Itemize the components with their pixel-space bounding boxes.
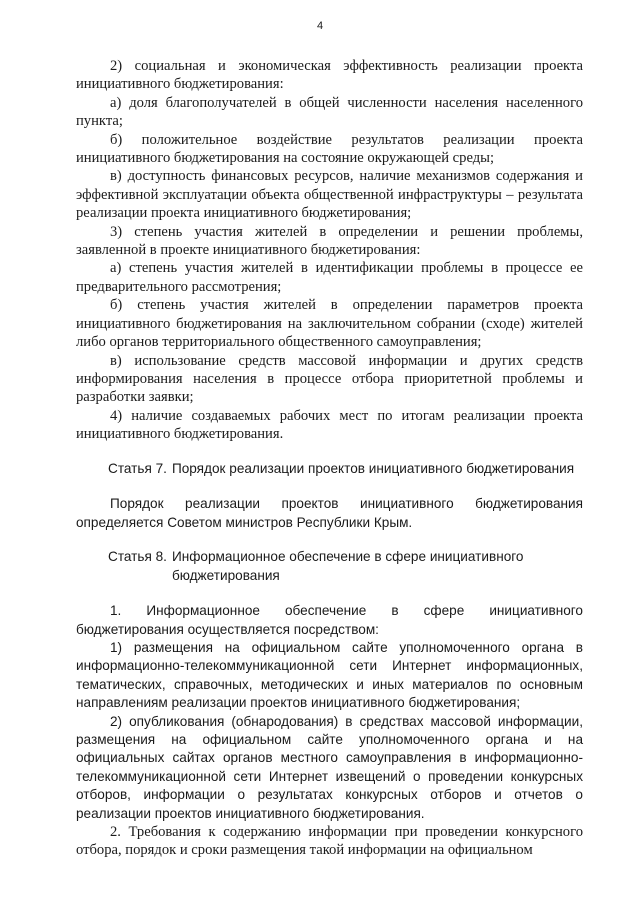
article-8-title: Информационное обеспечение в сфере инициативного бюджетирования — [171, 548, 524, 583]
paragraph: а) доля благополучателей в общей численности населения населенного пункта; — [76, 94, 583, 130]
paragraph: 1. Информационное обеспечение в сфере инициативного бюджетирования осуществляется посредством: — [76, 603, 583, 637]
article-8-body — [76, 602, 583, 860]
paragraph: Порядок реализации проектов инициативного бюджетирования определяется Советом министров Республики Крым. — [76, 496, 583, 530]
article-8-label: Статья 8. — [108, 548, 167, 564]
page-number: 4 — [316, 20, 324, 32]
article-7-label: Статья 7. — [108, 460, 167, 476]
paragraph: 2. Требования к содержанию информации при проведении конкурсного отбора, порядок и сроки размещения такой информации на официальном — [76, 824, 583, 859]
paragraph: 2) социальная и экономическая эффективность реализации проекта инициативного бюджетирования: — [76, 58, 583, 93]
paragraph: б) степень участия жителей в определении параметров проекта инициативного бюджетирования на заключительном собрании (сходе) жителей либо органов территориального общественного самоуправления; — [76, 297, 583, 351]
criteria-list — [76, 57, 583, 444]
paragraph: б) положительное воздействие результатов реализации проекта инициативного бюджетирования на состояние окружающей среды; — [76, 131, 583, 167]
paragraph: 3) степень участия жителей в определении и решении проблемы, заявленной в проекте инициативного бюджетирования: — [76, 223, 583, 259]
paragraph: а) степень участия жителей в идентификации проблемы в процессе ее предварительного рассмотрения; — [76, 260, 583, 295]
article-7-title: Порядок реализации проектов инициативного бюджетирования — [171, 460, 575, 476]
article-7-heading — [108, 460, 583, 479]
paragraph: в) использование средств массовой информации и других средств информирования населения в процессе отбора приоритетной проблемы и разработки заявки; — [76, 352, 583, 406]
paragraph: в) доступность финансовых ресурсов, наличие механизмов содержания и эффективной эксплуатации объекта общественной инфраструктуры – результата реализации проекта инициативного бюджетирования; — [76, 168, 583, 222]
paragraph: 1) размещения на официальном сайте уполномоченного органа в информационно-телекоммуникационной сети Интернет информационных, тематических, справочных, методических и иных материалов по основным направлениям реализации проектов инициативного бюджетирования; — [76, 639, 583, 711]
article-7-body — [76, 495, 583, 532]
document-content — [76, 57, 583, 860]
article-8-heading — [108, 548, 583, 585]
paragraph: 4) наличие создаваемых рабочих мест по итогам реализации проекта инициативного бюджетирования. — [76, 407, 583, 443]
paragraph: 2) опубликования (обнародования) в средствах массовой информации, размещения на официальном сайте уполномоченного органа и на официальных сайтах органов местного самоуправления в информационно-телекоммуникационной сети Интернет извещений о проведении конкурсных отборов, информации о результатах конкурсных отборов и отчетов о реализации проектов инициативного бюджетирования. — [76, 713, 583, 821]
